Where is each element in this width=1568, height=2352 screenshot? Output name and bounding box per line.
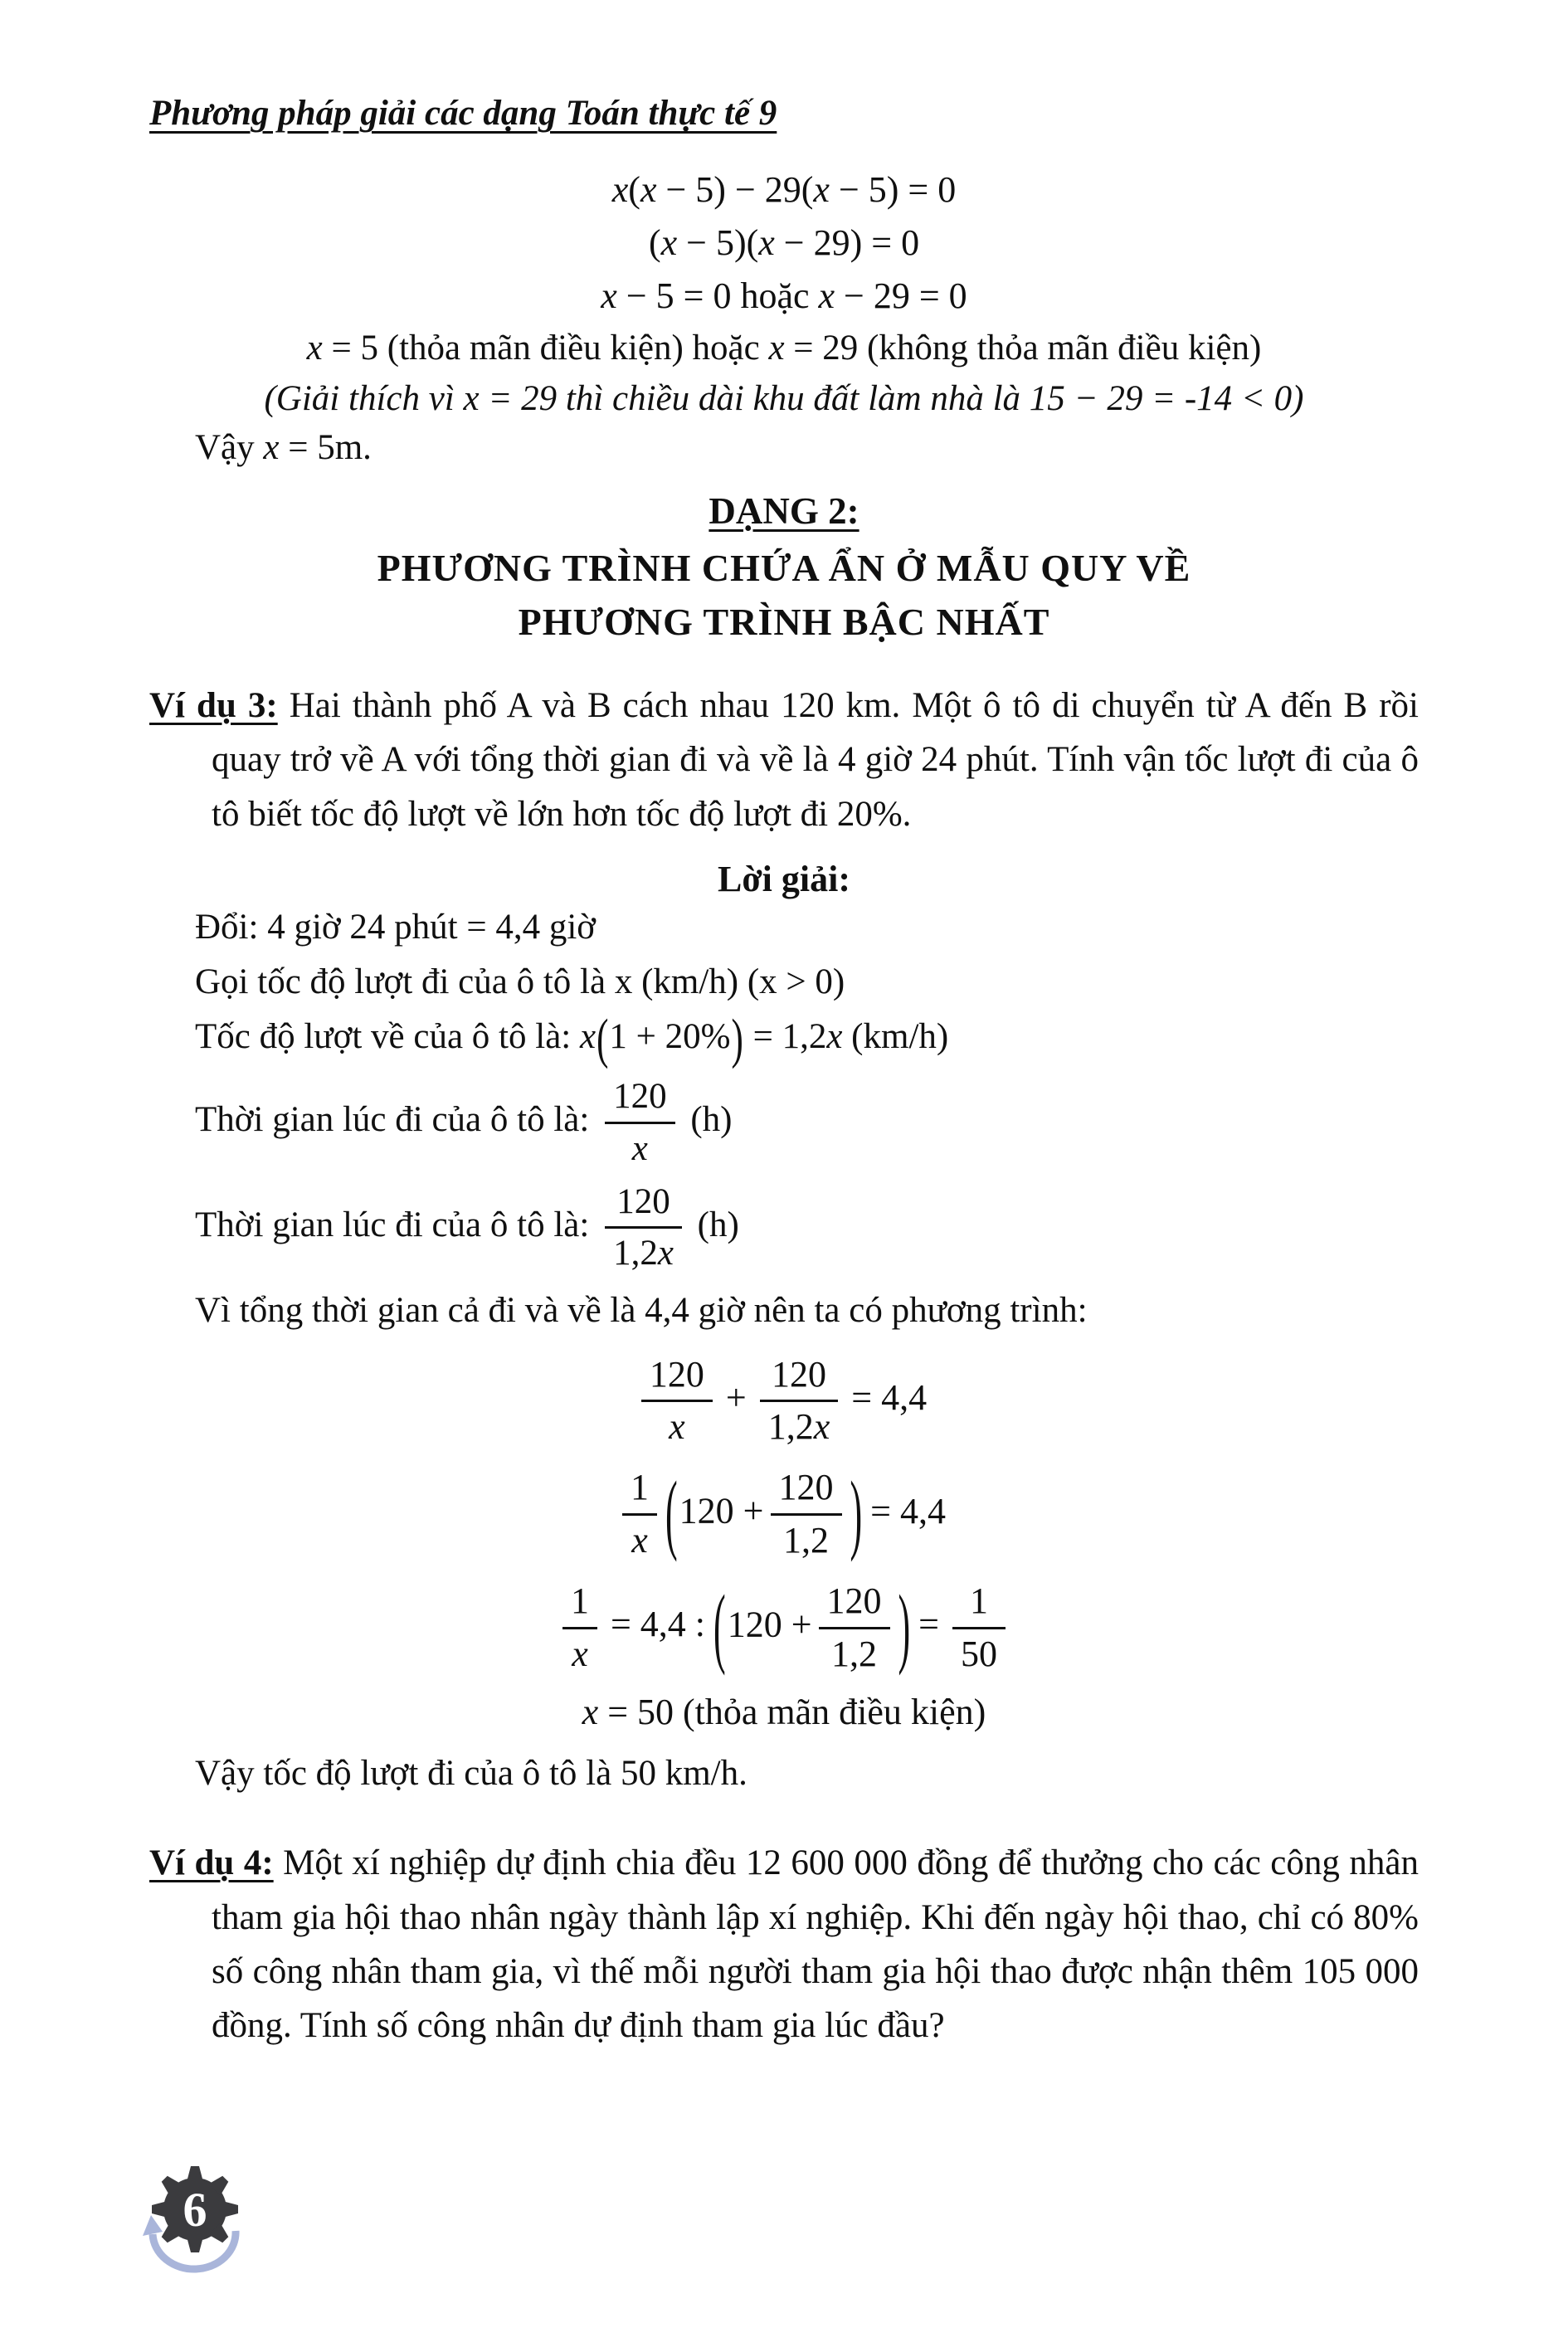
math-token: − 29) = 0 [774,222,920,263]
math-token: ( [648,222,661,263]
math-var: x [657,1234,674,1273]
math-token: − 5 [829,169,887,210]
fraction-denominator: x [605,1122,675,1172]
math-var: x [826,1016,843,1056]
equals-sign: = [918,1604,939,1645]
math-token: − 5 [656,169,714,210]
explanation-note: (Giải thích vì x = 29 thì chiều dài khu đất làm nhà là 15 − 29 = -14 < 0) [264,379,1304,418]
equation-d [149,1691,1419,1733]
equals-rhs: = 4,4 [870,1490,946,1531]
equation-b [149,1464,1419,1565]
math-var: x [579,1016,597,1056]
math-var: x [818,275,835,316]
close-paren: ) [731,1009,743,1070]
math-var: x [263,428,280,467]
unit-text: (h) [681,1100,733,1140]
math-var: x [601,275,617,316]
fraction-numerator: 120 [613,1077,667,1117]
page-number: 6 [183,2183,207,2237]
fraction [605,1074,675,1171]
time-return-line [195,1179,1419,1277]
fraction: $\frac{120}{1,2}$ [771,1464,842,1565]
math-token: 120 + [727,1604,812,1645]
conclusion-text: Vậy [195,428,264,467]
fraction: $\frac{1}{x}$ [562,1578,597,1678]
math-var: x [768,329,785,368]
example-4-text: Một xí nghiệp dự định chia đều 12 600 000 đồng để thưởng cho các công nhân tham gia hội thao nhân ngày thành lập xí nghiệp. Khi đến ngày hội thao, chỉ có 80% số công nhân tham gia, vì thế mỗi người tham gia hội thao được nhận thêm 105 000 đồng. Tính số công nhân dự định tham gia lúc đầu? [212,1843,1419,2046]
fraction: $\frac{1}{50}$ [952,1578,1006,1678]
page-number-badge [125,2150,266,2300]
math-var: x [660,222,678,263]
equation-c [149,1578,1419,1678]
math-token: − 29 = 0 [835,275,967,316]
math-token: 1 + 20% [609,1016,731,1056]
math-token: = 1,2 [743,1016,827,1056]
equation-line-3 [149,275,1419,317]
fraction [605,1179,682,1277]
math-var: x [813,169,830,210]
equation-line-1 [149,168,1419,211]
close-paren: ) [898,1576,911,1677]
open-paren: ( [665,1463,678,1564]
fraction: $\frac{120}{1,2x}$ [760,1351,839,1452]
math-token: − 5 = 0 hoặc [616,275,819,316]
example-3-label: Ví dụ 3: [149,686,278,725]
convert-line: Đổi: 4 giờ 24 phút = 4,4 giờ [195,908,597,947]
line-text: Thời gian lúc đi của ô tô là: [195,1100,599,1140]
return-speed-line [195,1010,1419,1068]
page-header: Phương pháp giải các dạng Toán thực tế 9 [149,94,777,133]
math-var: x [758,222,775,263]
conclusion-text: = 5m. [279,428,372,467]
time-go-line [195,1074,1419,1171]
arrow-head-icon [143,2215,163,2236]
fraction-numerator: 120 [616,1181,670,1221]
solution-heading: Lời giải: [717,859,851,900]
example-3-text: Hai thành phố A và B cách nhau 120 km. Một ô tô di chuyển từ A đến B rồi quay trở về A với tổng thời gian đi và về là 4 giờ 24 phút. Tính vận tốc lượt đi của ô tô biết tốc độ lượt về lớn hơn tốc độ lượt đi 20%. [212,686,1419,834]
badge-graphic [125,2150,266,2291]
result-line [149,328,1419,368]
math-token: − 5)( [677,222,759,263]
math-token: 120 + [679,1490,764,1531]
fraction-denominator: 1,2x [605,1226,682,1277]
equation-a [149,1351,1419,1452]
plus-operator: + [725,1376,747,1418]
fraction: $\frac{120}{x}$ [641,1351,713,1452]
line-text: Tốc độ lượt về của ô tô là: [195,1016,580,1056]
section-kicker: DẠNG 2: [709,490,859,532]
result-text: = 5 (thỏa mãn điều kiện) hoặc [322,329,769,368]
section-title-line-1: PHƯƠNG TRÌNH CHỨA ẨN Ở MẪU QUY VỀ [377,547,1191,589]
example-4-label: Ví dụ 4: [149,1843,274,1883]
example-3-paragraph [149,679,1419,841]
open-paren: ( [597,1009,609,1070]
math-var: x [640,169,657,210]
line-text: Thời gian lúc đi của ô tô là: [195,1205,599,1244]
prev-solution-equations [149,168,1419,317]
math-var: x [582,1692,599,1733]
fraction: $\frac{1}{x}$ [622,1464,657,1565]
because-line: Vì tổng thời gian cả đi và về là 4,4 giờ nên ta có phương trình: [195,1290,1088,1330]
equation-line-2 [149,222,1419,264]
math-token: ) = 0 [886,169,957,210]
equals-rhs: = 4,4 [851,1376,928,1418]
example-4-paragraph [149,1836,1419,2053]
unit-text: (km/h) [842,1016,949,1056]
equals-divide: = 4,4 : [610,1604,706,1645]
math-token: ) − 29( [713,169,814,210]
math-token: = 50 [598,1692,674,1733]
open-paren: ( [713,1576,726,1677]
result-text: = 29 (không thỏa mãn điều kiện) [784,329,1262,368]
math-var: x [306,329,323,368]
section-title-line-2: PHƯƠNG TRÌNH BẬC NHẤT [518,601,1050,643]
condition-text: (thỏa mãn điều kiện) [674,1692,986,1733]
fraction: $\frac{120}{1,2}$ [819,1578,890,1678]
assume-line: Gọi tốc độ lượt đi của ô tô là x (km/h) (x > 0) [195,962,845,1001]
conclusion-line-1 [195,427,1419,468]
math-var: x [611,169,629,210]
close-paren: ) [850,1463,863,1564]
math-token: ( [628,169,640,210]
unit-text: (h) [688,1205,739,1244]
conclusion-line-2: Vậy tốc độ lượt đi của ô tô là 50 km/h. [195,1754,747,1794]
